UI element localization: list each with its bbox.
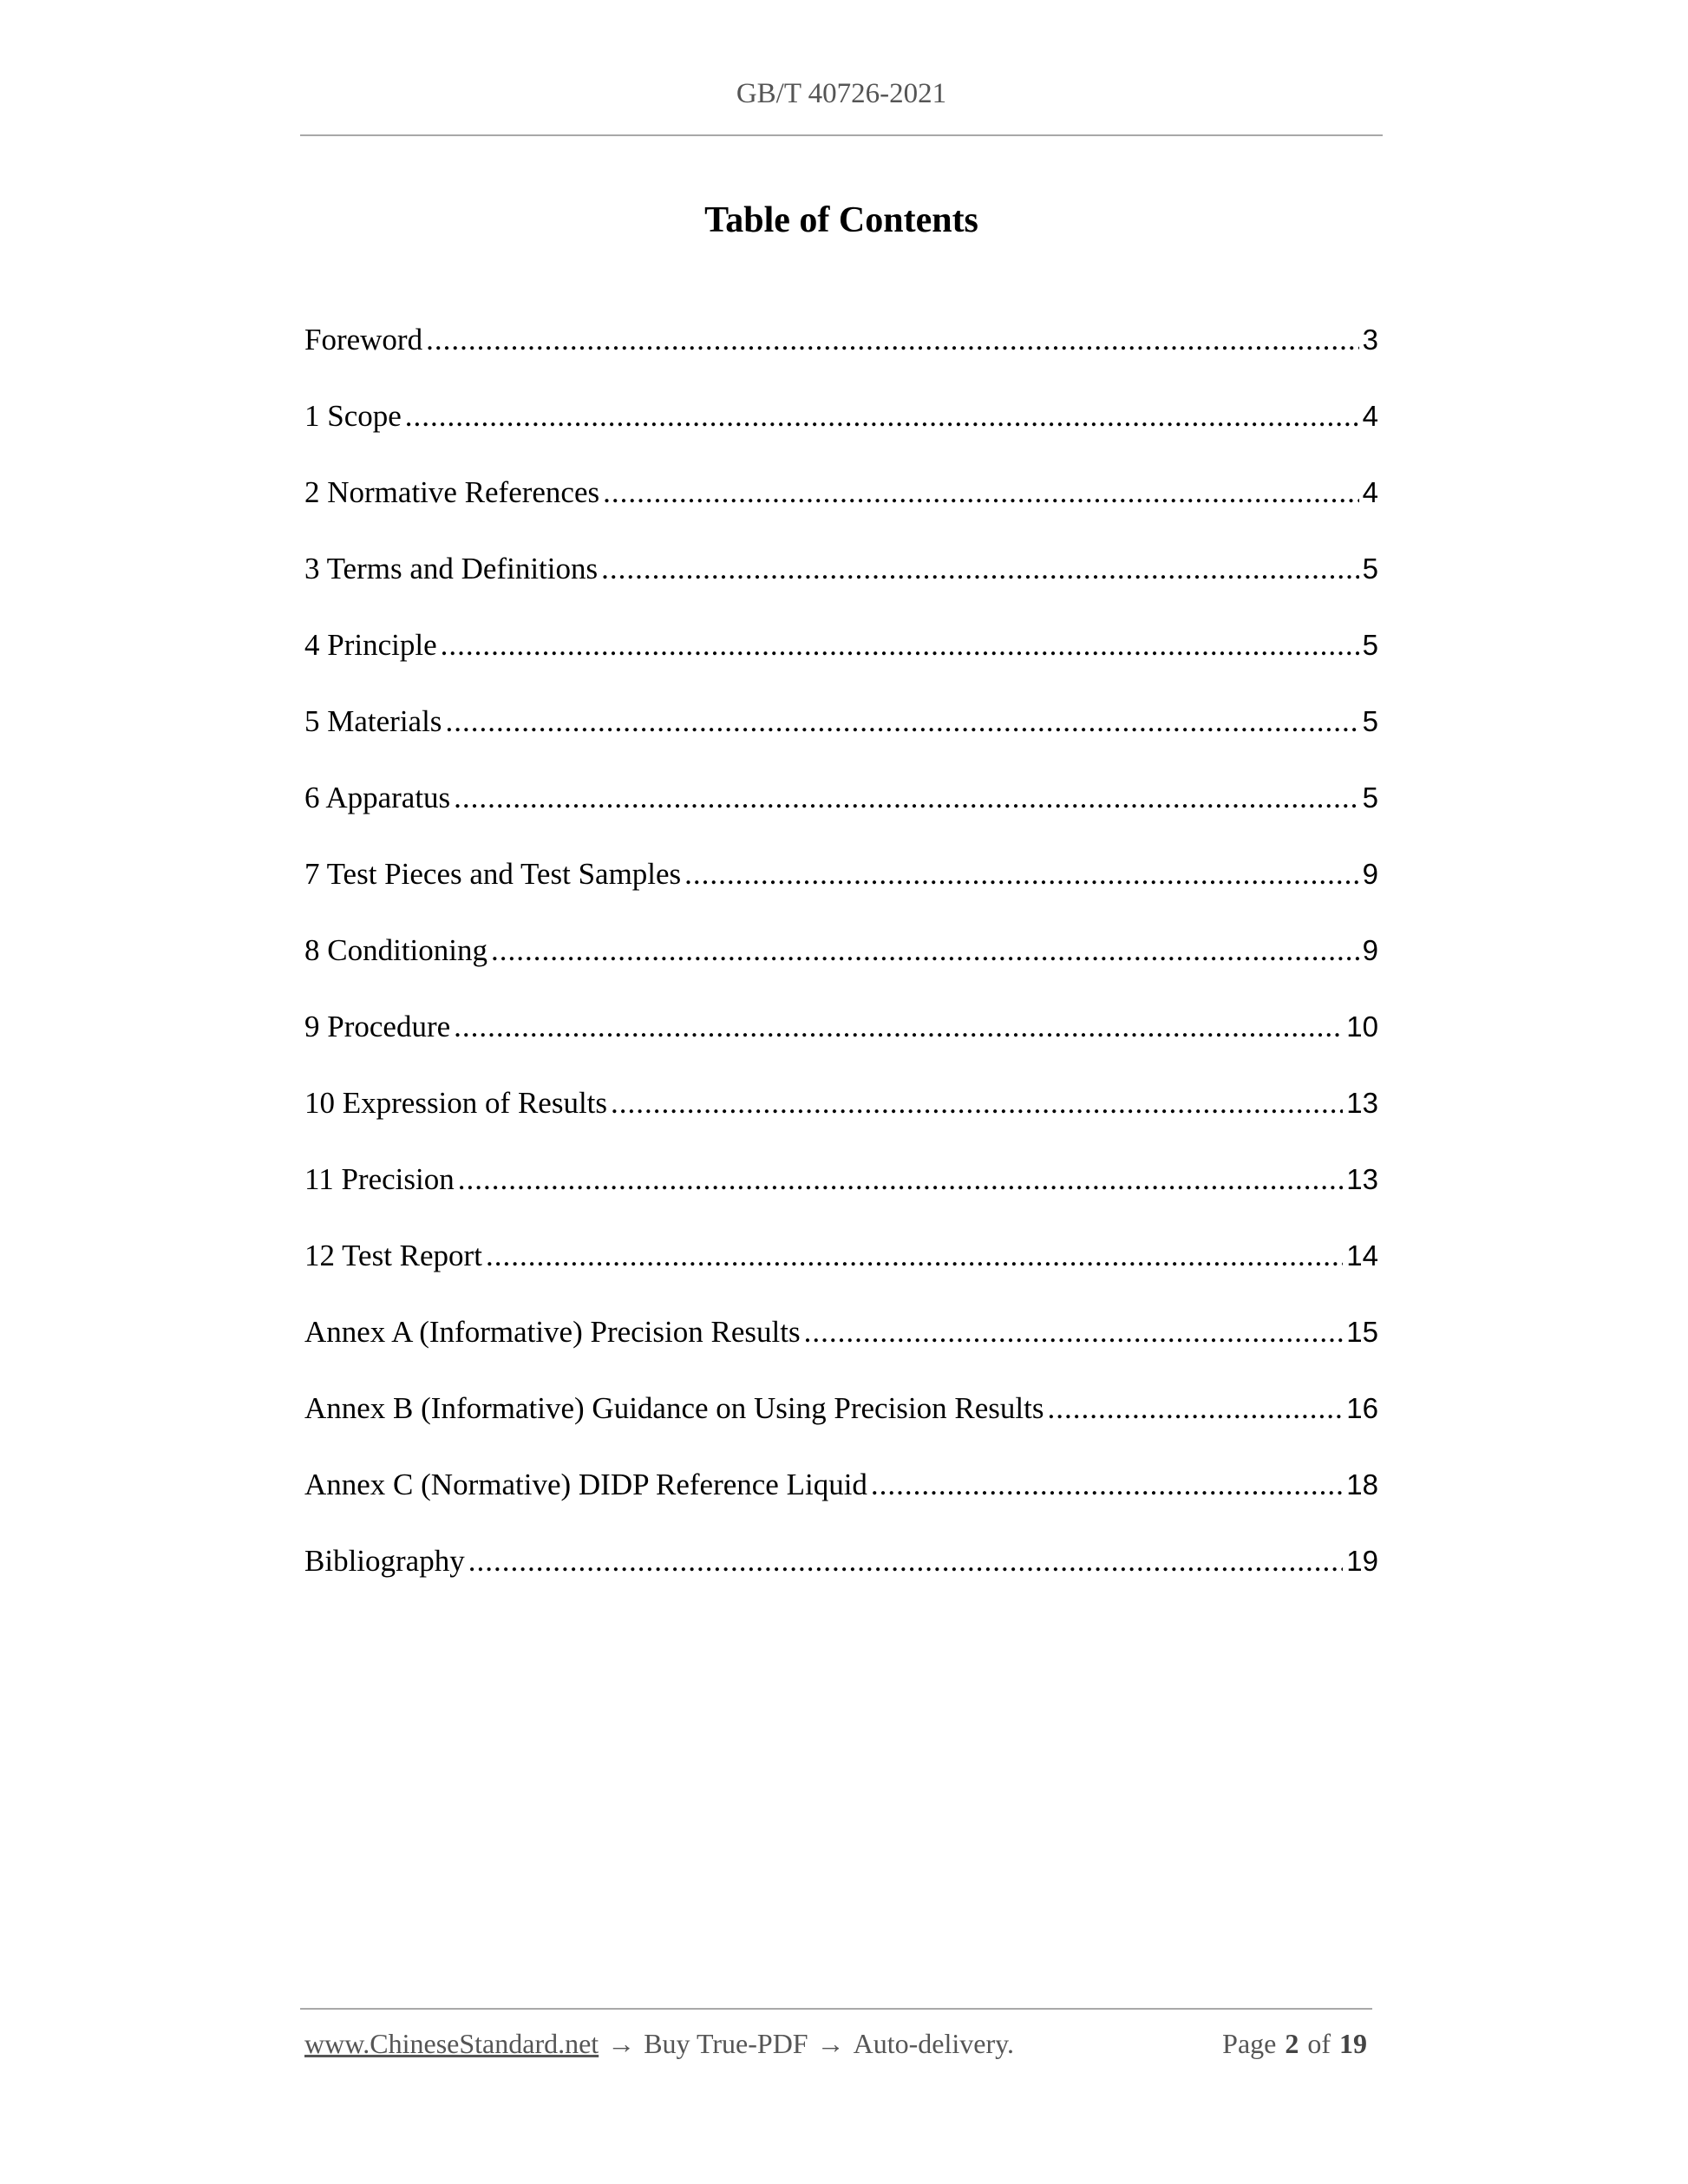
toc-entry-label: 7 Test Pieces and Test Samples [304, 857, 682, 891]
toc-entry-label: 2 Normative References [304, 475, 600, 509]
toc-dot-leader [468, 1544, 1344, 1579]
toc-entry[interactable] [304, 857, 1378, 933]
toc-entry[interactable] [304, 1544, 1378, 1620]
toc-dot-leader [458, 1162, 1344, 1197]
toc-entry-label: Annex A (Informative) Precision Results [304, 1315, 801, 1349]
toc-entry-page-number: 13 [1346, 1163, 1378, 1195]
toc-entry-label: 9 Procedure [304, 1010, 451, 1043]
toc-entry-page-number: 3 [1362, 324, 1378, 356]
toc-entry[interactable] [304, 552, 1378, 628]
page-number [1222, 2028, 1367, 2060]
toc-entry[interactable] [304, 1162, 1378, 1239]
toc-entry-label: Annex B (Informative) Guidance on Using Precision Results [304, 1391, 1044, 1425]
toc-dot-leader [1047, 1391, 1343, 1426]
toc-entry-page-number: 13 [1346, 1087, 1378, 1119]
toc-entry[interactable] [304, 1468, 1378, 1544]
toc-dot-leader [486, 1239, 1343, 1273]
toc-entry-page-number: 9 [1362, 934, 1378, 966]
toc-entry[interactable] [304, 1391, 1378, 1468]
total-pages-number: 19 [1339, 2028, 1367, 2059]
footer-promo [304, 2028, 1014, 2060]
toc-dot-leader [454, 1010, 1343, 1044]
toc-dot-leader [441, 628, 1359, 663]
toc-entry[interactable] [304, 933, 1378, 1010]
footer-divider [300, 2008, 1372, 2010]
toc-dot-leader [611, 1086, 1343, 1121]
toc-entry-label: 12 Test Report [304, 1239, 482, 1272]
toc-entry[interactable] [304, 1239, 1378, 1315]
toc-entry-page-number: 18 [1346, 1468, 1378, 1501]
toc-entry-label: Annex C (Normative) DIDP Reference Liquid [304, 1468, 867, 1501]
toc-dot-leader [426, 323, 1359, 357]
toc-entry[interactable] [304, 323, 1378, 399]
toc-entry-page-number: 5 [1362, 553, 1378, 585]
toc-dot-leader [491, 933, 1359, 968]
document-code-header: GB/T 40726-2021 [736, 78, 947, 109]
toc-dot-leader [603, 475, 1359, 510]
toc-dot-leader [445, 704, 1358, 739]
toc-entry-label: Bibliography [304, 1544, 465, 1578]
arrow-right-icon: → [607, 2028, 636, 2059]
toc-entry-page-number: 16 [1346, 1392, 1378, 1424]
page-label: Page [1222, 2028, 1277, 2059]
header-divider [300, 134, 1383, 136]
toc-entry-page-number: 15 [1346, 1316, 1378, 1348]
toc-dot-leader [684, 857, 1358, 892]
toc-entry-page-number: 10 [1346, 1010, 1378, 1043]
toc-entry[interactable] [304, 1086, 1378, 1162]
toc-dot-leader [454, 781, 1358, 815]
toc-entry-label: 1 Scope [304, 399, 402, 433]
toc-entry-label: 4 Principle [304, 628, 437, 662]
toc-entry-page-number: 19 [1346, 1545, 1378, 1577]
current-page-number: 2 [1285, 2028, 1299, 2059]
toc-entry[interactable] [304, 1315, 1378, 1391]
toc-title: Table of Contents [704, 200, 978, 240]
arrow-right-icon: → [816, 2028, 845, 2059]
auto-delivery-text: Auto-delivery. [853, 2028, 1015, 2059]
toc-entry-page-number: 14 [1346, 1239, 1378, 1272]
toc-list [304, 323, 1378, 1620]
toc-entry-page-number: 4 [1362, 400, 1378, 432]
toc-entry-page-number: 5 [1362, 705, 1378, 737]
toc-entry-label: 8 Conditioning [304, 933, 487, 967]
toc-entry[interactable] [304, 1010, 1378, 1086]
toc-entry-page-number: 5 [1362, 781, 1378, 814]
of-label: of [1307, 2028, 1331, 2059]
toc-dot-leader [871, 1468, 1343, 1502]
toc-entry[interactable] [304, 704, 1378, 781]
toc-dot-leader [405, 399, 1359, 434]
toc-entry[interactable] [304, 399, 1378, 475]
toc-entry-page-number: 5 [1362, 629, 1378, 661]
toc-dot-leader [601, 552, 1359, 586]
toc-entry-label: 11 Precision [304, 1162, 455, 1196]
toc-entry[interactable] [304, 781, 1378, 857]
toc-entry[interactable] [304, 628, 1378, 704]
toc-entry[interactable] [304, 475, 1378, 552]
toc-entry-label: Foreword [304, 323, 423, 356]
toc-entry-page-number: 4 [1362, 476, 1378, 508]
website-link[interactable]: www.ChineseStandard.net [304, 2028, 599, 2059]
toc-entry-label: 10 Expression of Results [304, 1086, 608, 1120]
toc-entry-label: 3 Terms and Definitions [304, 552, 599, 585]
toc-entry-page-number: 9 [1362, 858, 1378, 890]
toc-entry-label: 6 Apparatus [304, 781, 451, 814]
toc-entry-label: 5 Materials [304, 704, 442, 738]
buy-true-pdf-text: Buy True-PDF [644, 2028, 808, 2059]
toc-dot-leader [804, 1315, 1344, 1350]
